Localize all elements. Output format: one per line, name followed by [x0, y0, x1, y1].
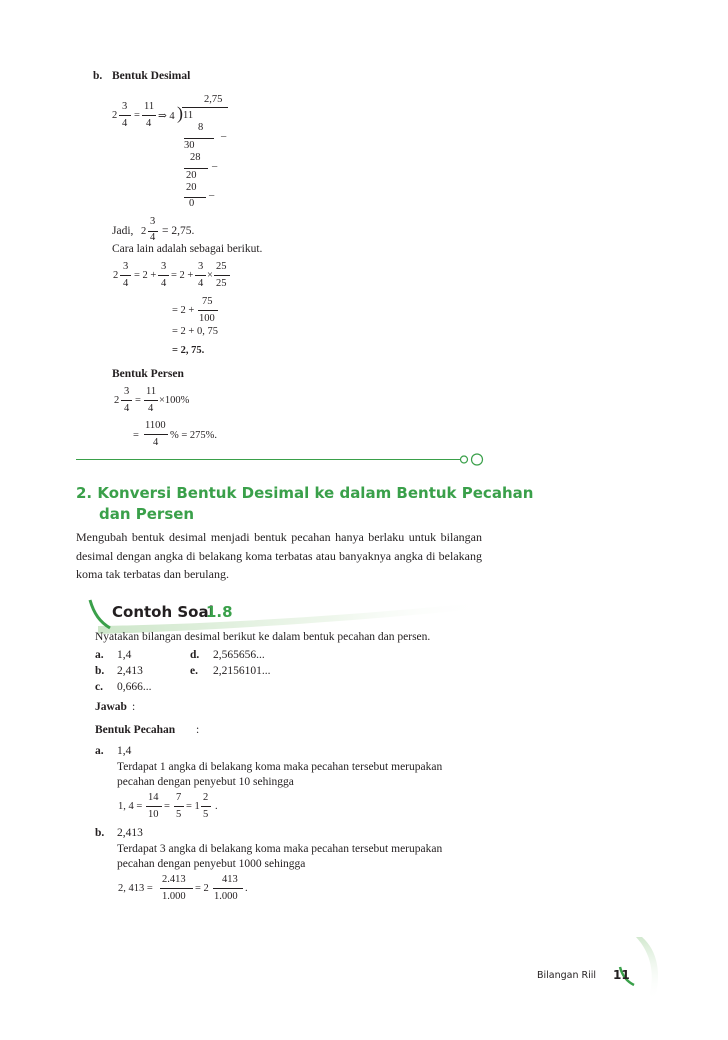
minus-sign: – — [221, 131, 227, 142]
numerator: 14 — [148, 792, 159, 803]
whole: 2 — [141, 226, 147, 237]
denominator: 1.000 — [214, 891, 238, 902]
equals: = — [134, 110, 140, 121]
denominator: 4 — [153, 437, 159, 448]
numerator: 25 — [216, 261, 227, 272]
denominator: 1.000 — [162, 891, 186, 902]
implies-divisor: ⇒ 4 — [158, 111, 175, 122]
period: . — [215, 801, 218, 812]
list-value: 2,2156101... — [213, 665, 271, 677]
section-title-cont: dan Persen — [99, 505, 195, 523]
list-key: d. — [190, 649, 200, 661]
divider-circles-icon — [458, 452, 490, 468]
numerator: 3 — [124, 386, 130, 397]
question-text: Nyatakan bilangan desimal berikut ke dalam bentuk pecahan dan persen. — [95, 631, 431, 643]
period: . — [245, 883, 248, 894]
denominator: 5 — [203, 809, 209, 820]
expr-result: = 2, 75. — [172, 345, 205, 356]
page-number: 11 — [613, 968, 630, 982]
numerator: 2.413 — [162, 874, 186, 885]
cara-lain-text: Cara lain adalah sebagai berikut. — [112, 243, 263, 255]
list-key: b. — [95, 827, 105, 839]
explanation-text: Terdapat 3 angka di belakang koma maka pecahan tersebut merupakan — [117, 843, 443, 855]
subheading-bentuk-desimal: Bentuk Desimal — [112, 70, 191, 82]
section-paragraph: Mengubah bentuk desimal menjadi bentuk pecahan hanya berlaku untuk bilangan desimal dengan angka di belakang koma terbatas atau banyaknya angka di belakang koma tak terbatas dan berulang. — [76, 530, 482, 581]
minus-sign: – — [209, 190, 215, 201]
longdiv-step: 20 — [186, 182, 197, 193]
equals: = — [133, 430, 139, 441]
numerator: 3 — [123, 261, 129, 272]
minus-sign: – — [212, 161, 218, 172]
numerator: 1100 — [145, 420, 166, 431]
whole: 2 — [113, 270, 119, 281]
subheading-bentuk-persen: Bentuk Persen — [112, 368, 184, 380]
expr: = 2 — [195, 883, 209, 894]
list-value: 1,4 — [117, 745, 132, 757]
whole: 2 — [112, 110, 118, 121]
contoh-label: Contoh Soal — [112, 603, 214, 621]
numerator: 3 — [198, 261, 204, 272]
denominator: 100 — [199, 313, 215, 324]
numerator: 75 — [202, 296, 213, 307]
expr: = 2 + — [172, 305, 195, 316]
numerator: 11 — [144, 101, 155, 112]
division-bar — [182, 107, 228, 108]
explanation-text: pecahan dengan penyebut 10 sehingga — [117, 776, 294, 788]
numerator: 3 — [122, 101, 128, 112]
numerator: 2 — [203, 792, 209, 803]
expr: = 2 + — [134, 270, 157, 281]
explanation-text: pecahan dengan penyebut 1000 sehingga — [117, 858, 306, 870]
bp-colon: : — [196, 724, 200, 736]
list-key: e. — [190, 665, 198, 677]
denominator: 25 — [216, 278, 227, 289]
longdiv-step: 20 — [186, 170, 197, 181]
list-value: 2,413 — [117, 665, 143, 677]
denominator: 5 — [176, 809, 182, 820]
explanation-text: Terdapat 1 angka di belakang koma maka pecahan tersebut merupakan — [117, 761, 443, 773]
numerator: 413 — [222, 874, 238, 885]
numerator: 3 — [150, 216, 156, 227]
expr: = 2 + 0, 75 — [172, 326, 218, 337]
numerator: 3 — [161, 261, 167, 272]
denominator: 4 — [161, 278, 167, 289]
dividend: 11 — [183, 110, 194, 121]
times-sign: × — [207, 270, 213, 281]
denominator: 4 — [124, 403, 130, 414]
section-title: 2. Konversi Bentuk Desimal ke dalam Bentuk Pecahan — [76, 484, 534, 502]
equals: = — [135, 395, 141, 406]
list-value: 2,413 — [117, 827, 143, 839]
longdiv-step: 28 — [190, 152, 201, 163]
jadi-prefix: Jadi, — [112, 225, 134, 237]
footer-swoosh-graphic — [596, 935, 666, 1005]
item-label: b. — [93, 70, 103, 82]
longdiv-step: 8 — [198, 122, 204, 133]
list-key: a. — [95, 649, 104, 661]
chapter-name: Bilangan Riil — [537, 970, 597, 981]
list-key: a. — [95, 745, 104, 757]
expr: ×100% — [159, 395, 190, 406]
denominator: 10 — [148, 809, 159, 820]
numerator: 11 — [146, 386, 157, 397]
denominator: 4 — [122, 118, 128, 129]
expr: 2, 413 = — [118, 883, 153, 894]
contoh-number: 1.8 — [206, 603, 233, 621]
list-value: 2,565656... — [213, 649, 265, 661]
long-division-bracket: ) — [177, 103, 183, 123]
equals: = — [164, 801, 170, 812]
list-value: 1,4 — [117, 649, 132, 661]
expr: % = 275%. — [170, 430, 218, 441]
denominator: 4 — [150, 232, 156, 243]
denominator: 4 — [198, 278, 204, 289]
denominator: 4 — [148, 403, 154, 414]
jawab-colon: : — [132, 701, 136, 713]
jawab-label: Jawab — [95, 701, 127, 713]
numerator: 7 — [176, 792, 182, 803]
denominator: 4 — [123, 278, 129, 289]
jadi-result: = 2,75. — [162, 225, 195, 237]
list-key: b. — [95, 665, 105, 677]
longdiv-step: 0 — [189, 198, 195, 209]
expr: = 1 — [186, 801, 200, 812]
list-value: 0,666... — [117, 681, 152, 693]
longdiv-step: 30 — [184, 140, 195, 151]
bentuk-pecahan-label: Bentuk Pecahan — [95, 724, 176, 736]
list-key: c. — [95, 681, 103, 693]
whole: 2 — [114, 395, 120, 406]
denominator: 4 — [146, 118, 152, 129]
expr: = 2 + — [171, 270, 194, 281]
expr: 1, 4 = — [118, 801, 143, 812]
quotient: 2,75 — [204, 94, 223, 105]
